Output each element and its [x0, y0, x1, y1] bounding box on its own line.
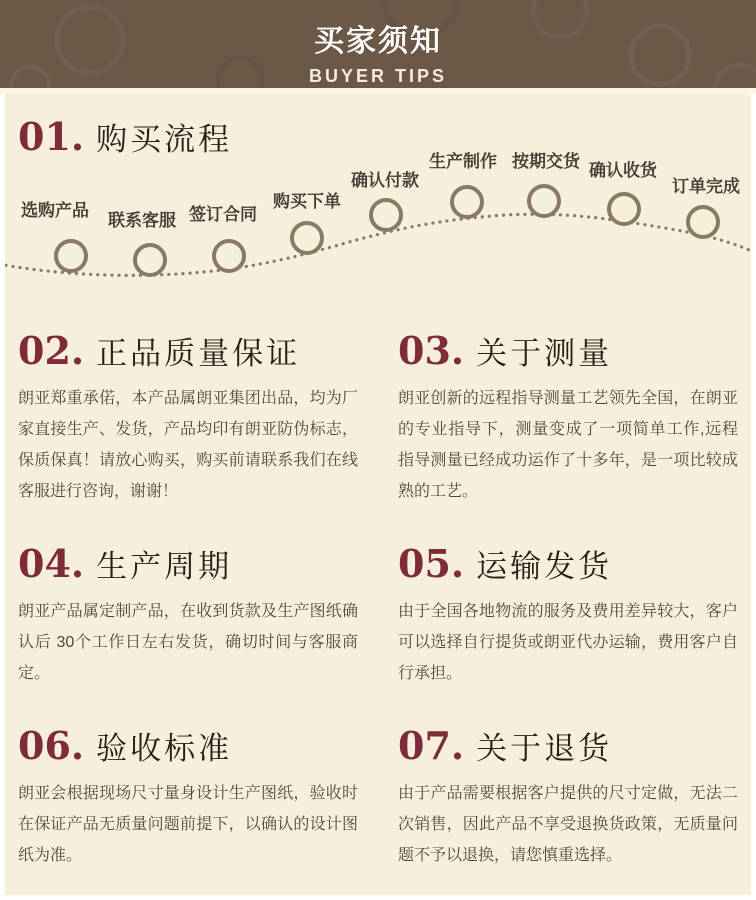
section-title: 关于退货 — [476, 731, 613, 767]
section-shipping — [398, 541, 738, 689]
step-circle — [290, 221, 324, 255]
step-label: 选购产品 — [21, 201, 89, 220]
section-body: 朗亚郑重承偌，本产品属朗亚集团出品，均为厂家直接生产、发货，产品均印有朗亚防伪标志，保质保真！请放心购买，购买前请联系我们在线客服进行咨询，谢谢！ — [18, 390, 358, 500]
section-number: 02. — [18, 328, 85, 373]
process-step — [429, 147, 497, 172]
section-body: 由于产品需要根据客户提供的尺寸定做，无法二次销售，因此产品不享受退换货政策，无质量问题不予以退换，请您慎重选择。 — [398, 785, 738, 864]
section-number: 05. — [398, 541, 465, 586]
section-body: 由于全国各地物流的服务及费用差异较大，客户可以选择自行提货或朗亚代办运输，费用客户自行承担。 — [398, 603, 738, 682]
step-label: 签订合同 — [189, 205, 257, 224]
process-step — [512, 147, 580, 172]
step-circle — [133, 243, 167, 277]
section-number: 06. — [18, 723, 85, 768]
process-step — [589, 156, 657, 181]
step-label: 联系客服 — [108, 211, 176, 230]
step-label: 订单完成 — [672, 177, 740, 196]
step-circle — [686, 205, 720, 239]
section-number: 07. — [398, 723, 465, 768]
step-circle — [607, 192, 641, 226]
section-number: 03. — [398, 328, 465, 373]
page-subtitle: BUYER TIPS — [308, 66, 448, 86]
step-circle — [450, 185, 484, 219]
info-sections-grid — [5, 306, 751, 871]
section-heading — [18, 723, 358, 768]
step-label: 购买下单 — [273, 192, 341, 211]
section-heading — [398, 541, 738, 586]
section-about-measuring — [398, 328, 738, 507]
section-heading — [18, 541, 358, 586]
step-label: 生产制作 — [429, 152, 497, 171]
section-body: 朗亚会根据现场尺寸量身设计生产图纸，验收时在保证产品无质量问题前提下，以确认的设计图纸为准。 — [18, 785, 358, 864]
bottom-edge-strip — [0, 895, 756, 900]
section-heading — [398, 328, 738, 373]
process-step — [273, 187, 341, 212]
section-heading — [398, 723, 738, 768]
process-step — [351, 166, 419, 191]
process-step — [189, 200, 257, 225]
section-heading — [18, 328, 358, 373]
process-step — [108, 206, 176, 231]
section-number: 04. — [18, 541, 85, 586]
section-body: 朗亚产品属定制产品，在收到货款及生产图纸确认后 30个工作日左右发货，确切时间与客服商定。 — [18, 603, 358, 682]
step-circle — [212, 239, 246, 273]
step-circle — [527, 184, 561, 218]
section-production-cycle — [18, 541, 358, 689]
step-label: 确认收货 — [589, 161, 657, 180]
section-title: 购买流程 — [96, 122, 233, 158]
section-returns-policy — [398, 723, 738, 871]
step-label: 按期交货 — [512, 152, 580, 171]
section-title: 生产周期 — [96, 549, 233, 585]
section-purchase-process — [5, 94, 751, 306]
page-header — [0, 0, 756, 88]
section-title: 关于测量 — [476, 336, 613, 372]
section-acceptance-standard — [18, 723, 358, 871]
step-circle — [369, 198, 403, 232]
step-circle — [54, 239, 88, 273]
content-area — [5, 94, 751, 895]
section-title: 验收标准 — [96, 731, 233, 767]
section-title: 运输发货 — [476, 549, 613, 585]
section-title: 正品质量保证 — [96, 336, 301, 372]
section-quality-guarantee — [18, 328, 358, 507]
section-number: 01. — [18, 114, 85, 159]
process-step — [672, 172, 740, 197]
page-title: 买家须知 — [314, 25, 442, 58]
process-step — [21, 196, 89, 221]
section-body: 朗亚创新的远程指导测量工艺领先全国，在朗亚的专业指导下，测量变成了一项简单工作,远程指导测量已经成功运作了十多年，是一项比较成熟的工艺。 — [398, 390, 738, 500]
step-label: 确认付款 — [351, 171, 419, 190]
